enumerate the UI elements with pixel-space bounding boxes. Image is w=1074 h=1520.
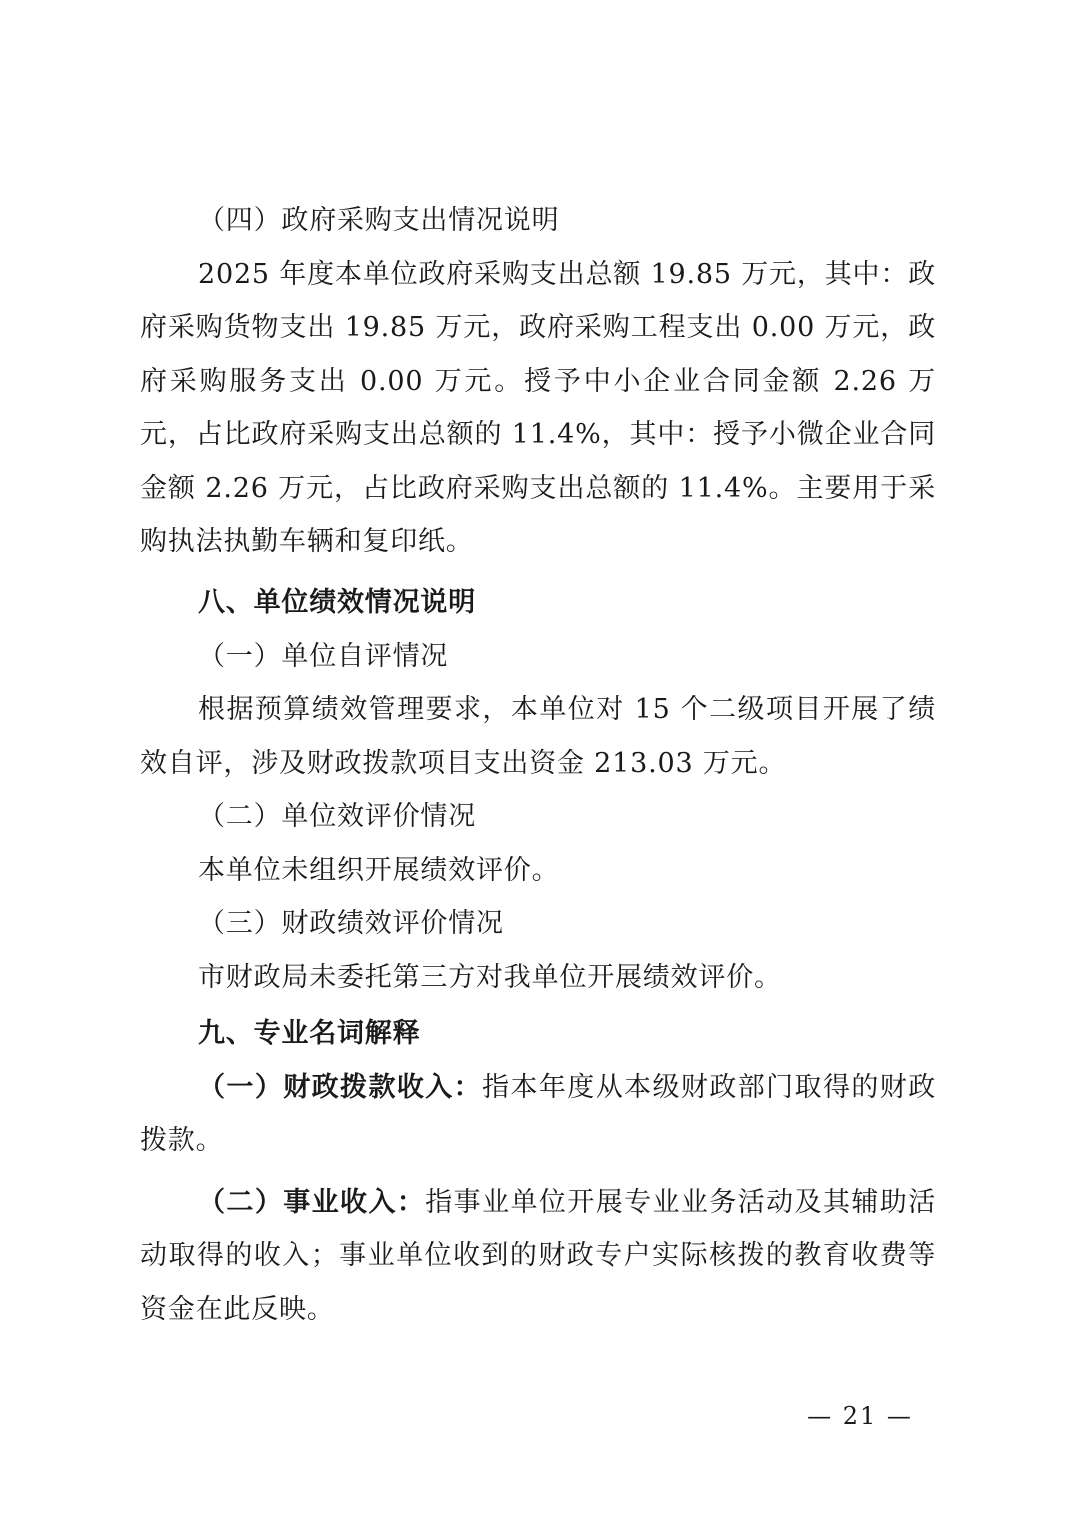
performance-section bbox=[140, 576, 936, 1004]
paragraph: 市财政局未委托第三方对我单位开展绩效评价。 bbox=[198, 961, 782, 993]
section-heading: （三）财政绩效评价情况 bbox=[198, 908, 504, 939]
section-heading: （四）政府采购支出情况说明 bbox=[198, 205, 560, 236]
section-heading: （一）单位自评情况 bbox=[198, 640, 449, 672]
glossary-section bbox=[140, 1007, 936, 1336]
glossary-definition: 指本年度从本级财政部门取得的财政拨款。 bbox=[140, 1071, 936, 1156]
gov-procurement-section bbox=[140, 194, 936, 569]
section-heading: （二）单位效评价情况 bbox=[198, 801, 476, 832]
glossary-term: （二）事业收入： bbox=[198, 1186, 426, 1218]
glossary-term: （一）财政拨款收入： bbox=[198, 1071, 483, 1103]
chapter-heading: 八、单位绩效情况说明 bbox=[198, 587, 476, 618]
glossary-item bbox=[140, 1061, 936, 1168]
paragraph: 本单位未组织开展绩效评价。 bbox=[198, 854, 560, 886]
paragraph: 2025 年度本单位政府采购支出总额 19.85 万元，其中：政府采购货物支出 19.85 万元，政府采购工程支出 0.00 万元，政府采购服务支出 0.00 万元。授予中小企业合同金额 2.26 万元，占比政府采购支出总额的 11.4%，其中：授予小微企业合同金额 2.26 万元，占比政府采购支出总额的 11.4%。主要用于采购执法执勤车辆和复印纸。 bbox=[140, 258, 936, 557]
paragraph: 根据预算绩效管理要求，本单位对 15 个二级项目开展了绩效自评，涉及财政拨款项目支出资金 213.03 万元。 bbox=[140, 694, 936, 779]
glossary-item bbox=[140, 1176, 936, 1337]
chapter-heading: 九、专业名词解释 bbox=[198, 1018, 421, 1049]
page-number: — 21 — bbox=[807, 1402, 913, 1430]
glossary-definition: 指事业单位开展专业业务活动及其辅助活动取得的收入；事业单位收到的财政专户实际核拨的教育收费等资金在此反映。 bbox=[140, 1186, 936, 1325]
